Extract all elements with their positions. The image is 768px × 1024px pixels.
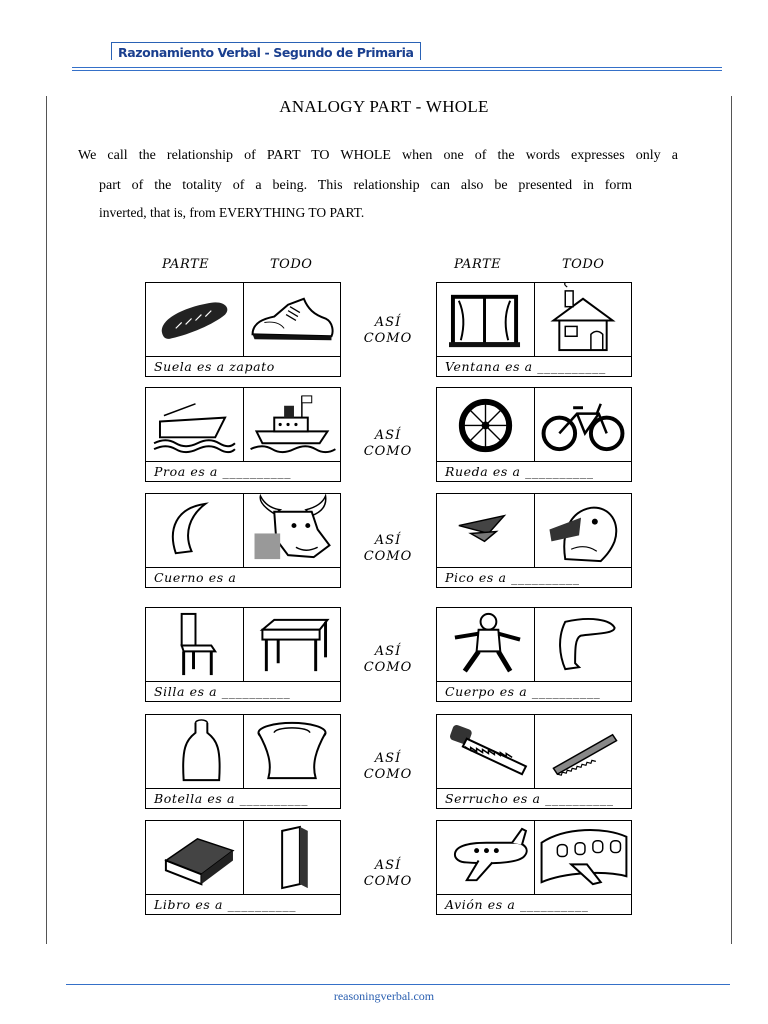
- connector-label: [358, 858, 418, 890]
- analogy-card-right: [436, 820, 632, 915]
- connector-label: [358, 533, 418, 565]
- leg-icon: [535, 608, 631, 682]
- bow-icon: [146, 388, 244, 462]
- connector-line-1: ASÍ: [374, 644, 402, 659]
- house-icon: [535, 283, 631, 357]
- intro-line-1: We call the relationship of PART TO WHOLE when one of the words expresses only a: [78, 148, 678, 163]
- connector-line-2: COMO: [363, 874, 413, 889]
- connector-line-1: ASÍ: [374, 858, 402, 873]
- connector-line-1: ASÍ: [374, 751, 402, 766]
- analogy-card-right: [436, 714, 632, 809]
- analogy-card-left: [145, 493, 341, 588]
- header-rule-bottom: [72, 70, 722, 71]
- footer-link[interactable]: reasoningverbal.com: [333, 989, 435, 1003]
- right-caption: Cuerpo es a __________: [445, 684, 601, 699]
- book-icon: [146, 821, 244, 895]
- right-caption: Pico es a __________: [445, 570, 580, 585]
- ship-icon: [244, 388, 340, 462]
- header-rule-top: [72, 67, 722, 68]
- left-caption: Silla es a __________: [154, 684, 291, 699]
- analogy-card-left: [145, 607, 341, 702]
- body-icon: [437, 608, 535, 682]
- analogy-card-right: [436, 607, 632, 702]
- shoe-sole-icon: [146, 283, 244, 357]
- left-caption: Botella es a __________: [154, 791, 309, 806]
- bottle-icon: [146, 715, 244, 789]
- connector-label: [358, 315, 418, 347]
- book-spine-icon: [244, 821, 340, 895]
- header-label: Razonamiento Verbal - Segundo de Primaria: [111, 42, 421, 60]
- analogy-card-right: [436, 493, 632, 588]
- connector-label: [358, 644, 418, 676]
- saw-icon: [437, 715, 535, 789]
- col-header-whole-left: TODO: [270, 257, 313, 272]
- bull-icon: [244, 494, 340, 568]
- left-margin-line: [46, 96, 47, 944]
- connector-label: [358, 751, 418, 783]
- shoe-icon: [244, 283, 340, 357]
- saw-blade-icon: [535, 715, 631, 789]
- analogy-card-left: [145, 714, 341, 809]
- col-header-part-right: PARTE: [454, 257, 502, 272]
- wheel-icon: [437, 388, 535, 462]
- connector-label: [358, 428, 418, 460]
- connector-line-1: ASÍ: [374, 315, 402, 330]
- window-icon: [437, 283, 535, 357]
- intro-line-2: part of the totality of a being. This relationship can also be presented in form: [99, 178, 632, 193]
- bird-icon: [535, 494, 631, 568]
- connector-line-2: COMO: [363, 549, 413, 564]
- beak-icon: [437, 494, 535, 568]
- connector-line-2: COMO: [363, 331, 413, 346]
- airplane-window-icon: [535, 821, 631, 895]
- left-caption: Cuerno es a: [154, 570, 237, 585]
- intro-line-3: inverted, that is, from EVERYTHING TO PART.: [99, 205, 365, 220]
- bottle-top-icon: [244, 715, 340, 789]
- chair-icon: [146, 608, 244, 682]
- analogy-card-right: [436, 282, 632, 377]
- right-margin-line: [731, 96, 732, 944]
- analogy-card-left: [145, 282, 341, 377]
- connector-line-2: COMO: [363, 767, 413, 782]
- right-caption: Serrucho es a __________: [445, 791, 614, 806]
- airplane-icon: [437, 821, 535, 895]
- right-caption: Avión es a __________: [445, 897, 589, 912]
- connector-line-2: COMO: [363, 660, 413, 675]
- connector-line-1: ASÍ: [374, 533, 402, 548]
- left-caption: Libro es a __________: [154, 897, 297, 912]
- col-header-whole-right: TODO: [562, 257, 605, 272]
- left-caption: Suela es a zapato: [154, 359, 275, 374]
- col-header-part-left: PARTE: [162, 257, 210, 272]
- page-title: ANALOGY PART - WHOLE: [279, 97, 489, 116]
- analogy-card-right: [436, 387, 632, 482]
- horn-icon: [146, 494, 244, 568]
- chairs-icon: [244, 608, 340, 682]
- analogy-card-left: [145, 820, 341, 915]
- right-caption: Rueda es a __________: [445, 464, 594, 479]
- right-caption: Ventana es a __________: [445, 359, 606, 374]
- analogy-card-left: [145, 387, 341, 482]
- bicycle-icon: [535, 388, 631, 462]
- footer-rule: [66, 984, 730, 985]
- connector-line-1: ASÍ: [374, 428, 402, 443]
- connector-line-2: COMO: [363, 444, 413, 459]
- left-caption: Proa es a __________: [154, 464, 292, 479]
